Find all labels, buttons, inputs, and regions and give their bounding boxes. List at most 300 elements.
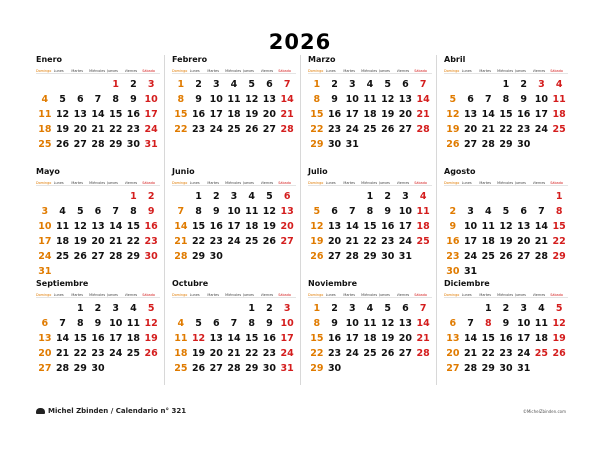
day-cell: 3 — [538, 79, 545, 90]
day-cell: 27 — [398, 348, 413, 359]
day-cell: 30 — [209, 251, 223, 262]
day-cell: 14 — [280, 94, 294, 105]
day-cell: 9 — [520, 94, 528, 105]
weekday-label: Viernes — [532, 293, 546, 297]
day-cell: 8 — [366, 206, 374, 217]
empty-day-cell — [533, 189, 551, 204]
day-cell: 10 — [227, 206, 241, 217]
day-cell: 9 — [449, 221, 457, 232]
day-cell: 6 — [331, 206, 338, 217]
day-cell: 8 — [248, 318, 256, 329]
day-cell: 10 — [280, 318, 294, 329]
day-cell: 22 — [245, 348, 259, 359]
day-cell: 30 — [144, 251, 158, 262]
day-cell: 13 — [517, 221, 531, 232]
day-cell: 27 — [517, 251, 531, 262]
day-cell: 27 — [446, 363, 460, 374]
weekday-label: Sábado — [414, 293, 427, 297]
empty-day-cell — [107, 189, 125, 204]
day-cell: 15 — [499, 109, 513, 120]
day-cell: 23 — [381, 236, 395, 247]
day-cell: 8 — [502, 94, 510, 105]
day-cell: 25 — [38, 139, 52, 150]
day-cell: 1 — [177, 79, 185, 90]
weekday-label: Domingo — [172, 69, 188, 73]
day-cell: 10 — [345, 94, 359, 105]
weekday-label: Martes — [71, 293, 84, 297]
day-cell: 10 — [38, 221, 52, 232]
weekday-label: Viernes — [260, 181, 274, 185]
weekday-label: Domingo — [308, 69, 324, 73]
empty-day-cell — [462, 301, 480, 316]
day-cell: 14 — [345, 221, 359, 232]
day-cell: 19 — [245, 109, 259, 120]
weekday-label: Domingo — [172, 181, 188, 185]
day-cell: 13 — [73, 109, 87, 120]
day-cell: 14 — [174, 221, 188, 232]
weekday-label: Martes — [71, 69, 84, 73]
empty-day-cell — [89, 189, 107, 204]
day-cell: 6 — [76, 94, 84, 105]
weekday-label: Viernes — [396, 69, 410, 73]
day-cell: 11 — [416, 206, 430, 217]
day-cell: 16 — [446, 236, 460, 247]
day-cell: 9 — [331, 94, 338, 105]
header-divider — [308, 185, 432, 186]
day-cell: 29 — [245, 363, 259, 374]
weekday-label: Lunes — [53, 69, 64, 73]
weekday-label: Viernes — [124, 69, 138, 73]
header-divider — [36, 73, 160, 74]
day-cell: 5 — [147, 303, 155, 314]
day-cell: 5 — [59, 94, 66, 105]
month-name: Junio — [172, 167, 195, 176]
weekday-label: Sábado — [142, 69, 155, 73]
day-cell: 25 — [416, 236, 430, 247]
day-cell: 18 — [534, 333, 549, 344]
empty-day-cell — [54, 77, 72, 92]
day-cell: 14 — [463, 333, 478, 344]
day-cell: 18 — [363, 109, 377, 120]
day-cell: 12 — [310, 221, 324, 232]
day-cell: 21 — [463, 348, 478, 359]
month-name: Noviembre — [308, 279, 358, 288]
day-cell: 3 — [520, 303, 528, 314]
day-cell: 17 — [534, 109, 549, 120]
day-cell: 1 — [195, 191, 202, 202]
header-divider — [444, 73, 568, 74]
day-cell: 19 — [144, 333, 158, 344]
day-cell: 12 — [191, 333, 206, 344]
day-cell: 20 — [327, 236, 342, 247]
header-divider — [444, 185, 568, 186]
day-cell: 9 — [195, 94, 202, 105]
day-cell: 4 — [177, 318, 185, 329]
day-cell: 21 — [55, 348, 70, 359]
column-separator — [164, 55, 165, 385]
month-name: Octubre — [172, 279, 209, 288]
day-cell: 17 — [280, 333, 294, 344]
day-cell: 21 — [416, 109, 430, 120]
day-cell: 10 — [534, 94, 549, 105]
day-cell: 1 — [248, 303, 256, 314]
day-cell: 7 — [538, 206, 545, 217]
day-cell: 30 — [327, 139, 342, 150]
weekday-label: Lunes — [53, 181, 64, 185]
day-cell: 17 — [398, 221, 413, 232]
day-cell: 12 — [245, 94, 259, 105]
empty-day-cell — [479, 189, 497, 204]
footer-credit — [36, 407, 186, 415]
month-block — [444, 167, 568, 291]
day-cell: 27 — [209, 363, 223, 374]
weekday-label: Miércoles — [361, 69, 378, 73]
day-cell: 24 — [398, 236, 413, 247]
day-cell: 3 — [147, 79, 155, 90]
day-cell: 4 — [41, 94, 49, 105]
weekday-label: Miércoles — [497, 181, 514, 185]
day-cell: 26 — [552, 348, 566, 359]
day-grid — [308, 189, 432, 264]
empty-day-cell — [444, 77, 462, 92]
day-cell: 13 — [398, 94, 413, 105]
day-cell: 16 — [191, 109, 206, 120]
day-cell: 21 — [416, 333, 430, 344]
day-cell: 5 — [195, 318, 202, 329]
empty-day-cell — [71, 189, 89, 204]
day-cell: 22 — [363, 236, 377, 247]
day-cell: 31 — [398, 251, 413, 262]
day-cell: 8 — [76, 318, 84, 329]
day-cell: 15 — [73, 333, 87, 344]
weekday-label: Domingo — [444, 181, 460, 185]
weekday-label: Jueves — [514, 293, 526, 297]
day-cell: 11 — [55, 221, 70, 232]
day-cell: 20 — [398, 333, 413, 344]
day-cell: 15 — [245, 333, 259, 344]
day-cell: 13 — [446, 333, 460, 344]
day-cell: 25 — [552, 124, 566, 135]
day-cell: 25 — [245, 236, 259, 247]
day-cell: 29 — [191, 251, 206, 262]
day-cell: 8 — [484, 318, 492, 329]
day-cell: 30 — [499, 363, 513, 374]
day-cell: 28 — [227, 363, 241, 374]
day-cell: 25 — [363, 124, 377, 135]
day-cell: 4 — [366, 79, 374, 90]
day-cell: 23 — [144, 236, 158, 247]
day-grid — [308, 77, 432, 152]
empty-day-cell — [54, 301, 72, 316]
day-cell: 4 — [555, 79, 563, 90]
day-cell: 16 — [209, 221, 223, 232]
weekday-label: Miércoles — [497, 293, 514, 297]
day-cell: 11 — [245, 206, 259, 217]
day-cell: 8 — [130, 206, 137, 217]
day-cell: 2 — [147, 191, 155, 202]
empty-day-cell — [172, 301, 190, 316]
day-cell: 5 — [384, 79, 392, 90]
day-cell: 26 — [73, 251, 87, 262]
day-cell: 2 — [520, 79, 528, 90]
day-cell: 22 — [310, 124, 324, 135]
empty-day-cell — [172, 189, 190, 204]
day-cell: 28 — [280, 124, 294, 135]
day-cell: 2 — [94, 303, 102, 314]
day-cell: 29 — [552, 251, 566, 262]
weekday-label: Sábado — [414, 181, 427, 185]
day-cell: 22 — [481, 348, 495, 359]
day-cell: 7 — [484, 94, 492, 105]
weekday-label: Sábado — [414, 69, 427, 73]
day-cell: 11 — [363, 318, 377, 329]
day-cell: 16 — [262, 333, 277, 344]
day-cell: 15 — [174, 109, 188, 120]
day-cell: 3 — [41, 206, 49, 217]
weekday-label: Lunes — [189, 69, 200, 73]
day-cell: 30 — [126, 139, 141, 150]
day-cell: 28 — [91, 139, 105, 150]
day-cell: 30 — [262, 363, 277, 374]
month-name: Febrero — [172, 55, 208, 64]
weekday-label: Domingo — [36, 69, 52, 73]
day-cell: 31 — [144, 139, 158, 150]
weekday-label: Martes — [343, 181, 356, 185]
day-cell: 11 — [174, 333, 188, 344]
weekday-label: Viernes — [124, 181, 138, 185]
day-cell: 21 — [227, 348, 241, 359]
day-cell: 12 — [73, 221, 87, 232]
empty-day-cell — [36, 77, 54, 92]
day-cell: 22 — [191, 236, 206, 247]
weekday-label: Miércoles — [361, 181, 378, 185]
weekday-label: Domingo — [308, 293, 324, 297]
day-cell: 31 — [345, 139, 359, 150]
empty-day-cell — [462, 77, 480, 92]
weekday-label: Domingo — [172, 293, 188, 297]
empty-day-cell — [326, 189, 344, 204]
day-cell: 2 — [266, 303, 273, 314]
weekday-label: Sábado — [278, 293, 291, 297]
day-cell: 28 — [109, 251, 123, 262]
day-cell: 24 — [345, 124, 359, 135]
weekday-label: Miércoles — [89, 181, 106, 185]
day-cell: 10 — [398, 206, 413, 217]
weekday-label: Martes — [207, 181, 220, 185]
day-cell: 12 — [552, 318, 566, 329]
weekday-label: Miércoles — [225, 293, 242, 297]
day-cell: 28 — [463, 363, 478, 374]
day-cell: 14 — [55, 333, 70, 344]
day-cell: 15 — [363, 221, 377, 232]
weekday-label: Sábado — [550, 69, 563, 73]
day-cell: 2 — [502, 303, 510, 314]
day-cell: 26 — [144, 348, 158, 359]
day-cell: 9 — [147, 206, 155, 217]
day-cell: 1 — [484, 303, 492, 314]
weekday-label: Jueves — [106, 181, 118, 185]
calendar-year-title: 2026 — [268, 30, 332, 54]
day-cell: 19 — [499, 236, 513, 247]
day-cell: 4 — [366, 303, 374, 314]
day-cell: 1 — [76, 303, 84, 314]
day-cell: 6 — [283, 191, 291, 202]
day-cell: 22 — [73, 348, 87, 359]
day-grid — [36, 189, 160, 279]
day-cell: 5 — [502, 206, 510, 217]
empty-day-cell — [190, 301, 208, 316]
day-cell: 18 — [552, 109, 566, 120]
day-cell: 29 — [363, 251, 377, 262]
day-cell: 11 — [126, 318, 141, 329]
empty-day-cell — [444, 189, 462, 204]
footer-credit-text: Michel Zbinden / Calendario n° 321 — [48, 407, 187, 415]
day-cell: 15 — [191, 221, 206, 232]
day-cell: 9 — [384, 206, 392, 217]
day-cell: 7 — [112, 206, 120, 217]
day-cell: 12 — [381, 318, 395, 329]
day-cell: 31 — [517, 363, 531, 374]
day-cell: 2 — [331, 303, 338, 314]
day-cell: 5 — [555, 303, 563, 314]
day-cell: 26 — [446, 139, 460, 150]
month-block — [308, 55, 432, 179]
day-cell: 3 — [212, 79, 220, 90]
day-cell: 24 — [38, 251, 52, 262]
weekday-label: Jueves — [378, 293, 390, 297]
weekday-label: Miércoles — [225, 69, 242, 73]
empty-day-cell — [462, 189, 480, 204]
day-cell: 16 — [517, 109, 531, 120]
day-cell: 6 — [402, 303, 409, 314]
day-cell: 17 — [517, 333, 531, 344]
day-cell: 11 — [481, 221, 495, 232]
day-cell: 1 — [502, 79, 510, 90]
day-cell: 28 — [345, 251, 359, 262]
weekday-label: Sábado — [142, 293, 155, 297]
day-cell: 11 — [363, 94, 377, 105]
empty-day-cell — [54, 189, 72, 204]
weekday-label: Lunes — [461, 69, 472, 73]
day-cell: 30 — [91, 363, 105, 374]
day-cell: 23 — [126, 124, 141, 135]
weekday-label: Jueves — [106, 69, 118, 73]
day-cell: 19 — [552, 333, 566, 344]
logo-icon — [36, 408, 45, 414]
day-grid — [444, 189, 568, 279]
day-cell: 28 — [174, 251, 188, 262]
weekday-label: Miércoles — [89, 293, 106, 297]
day-cell: 25 — [174, 363, 188, 374]
day-cell: 20 — [398, 109, 413, 120]
day-cell: 20 — [73, 124, 87, 135]
day-cell: 26 — [381, 124, 395, 135]
month-block — [172, 167, 296, 291]
day-cell: 4 — [59, 206, 66, 217]
day-cell: 26 — [499, 251, 513, 262]
weekday-label: Martes — [479, 69, 492, 73]
day-cell: 9 — [331, 318, 338, 329]
day-cell: 13 — [463, 109, 478, 120]
day-cell: 17 — [227, 221, 241, 232]
day-cell: 6 — [449, 318, 457, 329]
day-cell: 8 — [313, 318, 321, 329]
day-cell: 11 — [38, 109, 52, 120]
day-cell: 1 — [112, 79, 120, 90]
day-cell: 25 — [363, 348, 377, 359]
day-cell: 2 — [449, 206, 457, 217]
day-cell: 11 — [534, 318, 549, 329]
day-cell: 29 — [73, 363, 87, 374]
day-cell: 13 — [327, 221, 342, 232]
day-cell: 20 — [463, 124, 478, 135]
day-cell: 23 — [327, 124, 342, 135]
day-cell: 18 — [174, 348, 188, 359]
day-cell: 18 — [245, 221, 259, 232]
day-cell: 29 — [126, 251, 141, 262]
day-cell: 3 — [283, 303, 291, 314]
weekday-label: Lunes — [189, 293, 200, 297]
day-cell: 10 — [463, 221, 478, 232]
day-cell: 17 — [38, 236, 52, 247]
day-cell: 7 — [348, 206, 356, 217]
day-cell: 7 — [467, 318, 474, 329]
day-cell: 7 — [419, 79, 427, 90]
day-cell: 5 — [384, 303, 392, 314]
day-cell: 18 — [227, 109, 241, 120]
day-cell: 28 — [416, 348, 430, 359]
day-cell: 16 — [144, 221, 158, 232]
day-cell: 14 — [534, 221, 549, 232]
day-cell: 27 — [327, 251, 342, 262]
day-cell: 5 — [76, 206, 84, 217]
day-cell: 28 — [416, 124, 430, 135]
day-cell: 6 — [520, 206, 528, 217]
day-grid — [36, 301, 160, 376]
weekday-label: Jueves — [106, 293, 118, 297]
weekday-label: Martes — [71, 181, 84, 185]
day-cell: 17 — [345, 109, 359, 120]
day-cell: 29 — [109, 139, 123, 150]
day-cell: 6 — [467, 94, 474, 105]
day-cell: 17 — [209, 109, 223, 120]
weekday-label: Jueves — [242, 181, 254, 185]
day-cell: 20 — [280, 221, 294, 232]
day-grid — [444, 301, 568, 376]
empty-day-cell — [207, 301, 225, 316]
month-block — [444, 279, 568, 403]
day-grid — [172, 301, 296, 376]
day-cell: 20 — [517, 236, 531, 247]
day-cell: 2 — [212, 191, 220, 202]
day-cell: 12 — [446, 109, 460, 120]
day-cell: 22 — [499, 124, 513, 135]
day-cell: 7 — [59, 318, 66, 329]
day-cell: 13 — [38, 333, 52, 344]
day-cell: 20 — [446, 348, 460, 359]
day-cell: 3 — [348, 79, 356, 90]
day-cell: 9 — [502, 318, 510, 329]
weekday-label: Sábado — [550, 293, 563, 297]
day-cell: 27 — [280, 236, 294, 247]
day-cell: 26 — [381, 348, 395, 359]
month-name: Septiembre — [36, 279, 89, 288]
day-cell: 26 — [55, 139, 70, 150]
weekday-label: Domingo — [444, 293, 460, 297]
day-cell: 3 — [112, 303, 120, 314]
day-cell: 20 — [91, 236, 105, 247]
day-cell: 21 — [481, 124, 495, 135]
